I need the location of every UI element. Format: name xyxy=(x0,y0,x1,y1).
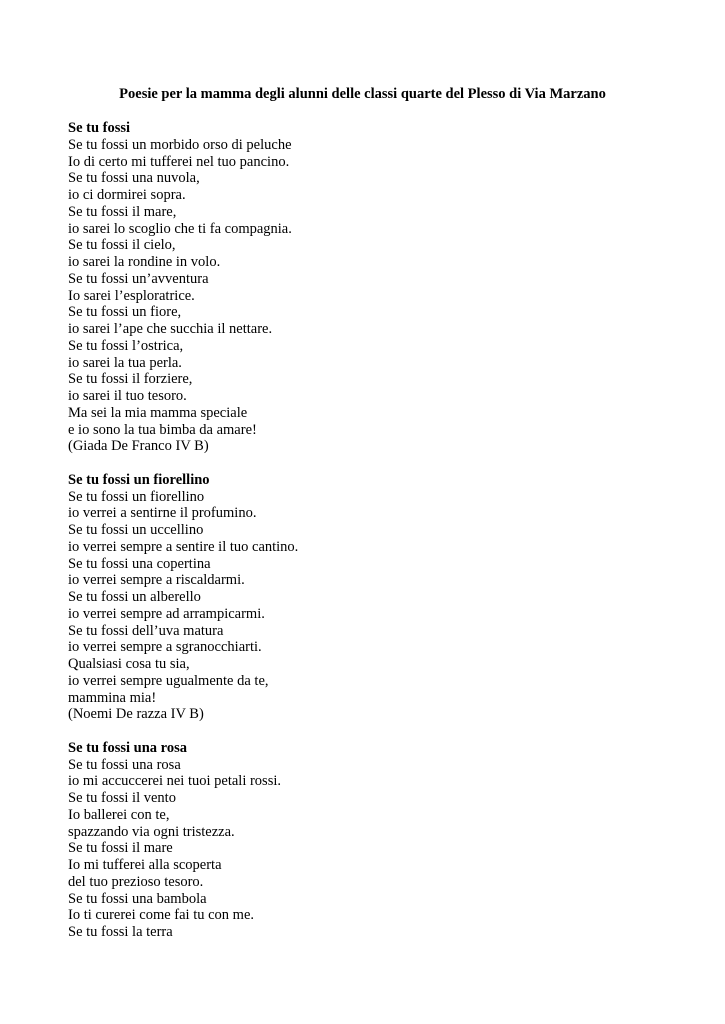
poem-line: mammina mia! xyxy=(68,689,157,706)
poem-line: io verrei sempre a sgranocchiarti. xyxy=(68,639,262,656)
poem-line: Io ti curerei come fai tu con me. xyxy=(68,907,255,924)
poem-line: Qualsiasi cosa tu sia, xyxy=(68,656,190,672)
poem-line: del tuo prezioso tesoro. xyxy=(68,873,204,890)
poem-line: io verrei a sentirne il profumino. xyxy=(68,505,257,522)
poem-line: Se tu fossi un morbido orso di peluche xyxy=(68,136,292,153)
poems-container xyxy=(68,120,688,941)
poem-line: Se tu fossi un fiore, xyxy=(68,304,182,321)
poem-line: Se tu fossi una nuvola, xyxy=(68,170,200,187)
poem-line: Se tu fossi l’ostrica, xyxy=(68,337,184,354)
poem-line: Se tu fossi il cielo, xyxy=(68,237,176,254)
poem-se-tu-fossi-un-fiorellino xyxy=(68,472,688,723)
poem-line: Ma sei la mia mamma speciale xyxy=(68,404,248,421)
poem-se-tu-fossi-una-rosa xyxy=(68,740,688,941)
poem-line: io sarei lo scoglio che ti fa compagnia. xyxy=(68,220,292,237)
document-title: Poesie per la mamma degli alunni delle classi quarte del Plesso di Via Marzano xyxy=(119,86,606,102)
poem-line: Se tu fossi una rosa xyxy=(68,756,181,773)
poem-line: Se tu fossi il forziere, xyxy=(68,371,193,388)
poem-lines xyxy=(68,489,688,724)
poem-line: Se tu fossi il mare xyxy=(68,840,173,857)
poem-line: io verrei sempre a sentire il tuo cantino. xyxy=(68,538,299,555)
poem-title: Se tu fossi un fiorellino xyxy=(68,471,210,488)
poem-line: io verrei sempre ugualmente da te, xyxy=(68,672,269,689)
poem-line: io sarei la tua perla. xyxy=(68,354,182,371)
poem-line: Io sarei l’esploratrice. xyxy=(68,287,195,304)
poem-line: io mi accuccerei nei tuoi petali rossi. xyxy=(68,773,281,790)
poem-line: Se tu fossi dell’uva matura xyxy=(68,622,224,639)
poem-lines xyxy=(68,757,688,941)
poem-line: Io mi tufferei alla scoperta xyxy=(68,857,222,873)
poem-line: io verrei sempre ad arrampicarmi. xyxy=(68,605,265,622)
poem-line: Se tu fossi la terra xyxy=(68,924,173,940)
poem-line: e io sono la tua bimba da amare! xyxy=(68,421,257,438)
poem-line: io sarei la rondine in volo. xyxy=(68,254,221,270)
poem-line: Io di certo mi tufferei nel tuo pancino. xyxy=(68,153,290,170)
poem-line: Se tu fossi un uccellino xyxy=(68,522,204,538)
poem-line: spazzando via ogni tristezza. xyxy=(68,823,235,840)
poem-line: io sarei l’ape che succhia il nettare. xyxy=(68,321,273,337)
poem-title: Se tu fossi una rosa xyxy=(68,739,187,756)
poem-line: (Noemi De razza IV B) xyxy=(68,706,204,723)
poem-line: Se tu fossi una bambola xyxy=(68,890,207,907)
poem-line: io verrei sempre a riscaldarmi. xyxy=(68,572,245,589)
poem-line: Io ballerei con te, xyxy=(68,806,170,823)
poem-line: io ci dormirei sopra. xyxy=(68,187,186,203)
poem-line: io sarei il tuo tesoro. xyxy=(68,388,187,404)
poem-line: Se tu fossi il vento xyxy=(68,790,176,806)
poem-line: Se tu fossi una copertina xyxy=(68,555,211,572)
poem-se-tu-fossi xyxy=(68,120,688,455)
poem-line: Se tu fossi un fiorellino xyxy=(68,488,205,505)
poem-line: Se tu fossi un alberello xyxy=(68,589,201,605)
poem-lines xyxy=(68,137,688,455)
poem-title: Se tu fossi xyxy=(68,120,131,136)
poem-line: Se tu fossi il mare, xyxy=(68,203,177,220)
poem-line: (Giada De Franco IV B) xyxy=(68,438,209,455)
poem-line: Se tu fossi un’avventura xyxy=(68,270,209,287)
